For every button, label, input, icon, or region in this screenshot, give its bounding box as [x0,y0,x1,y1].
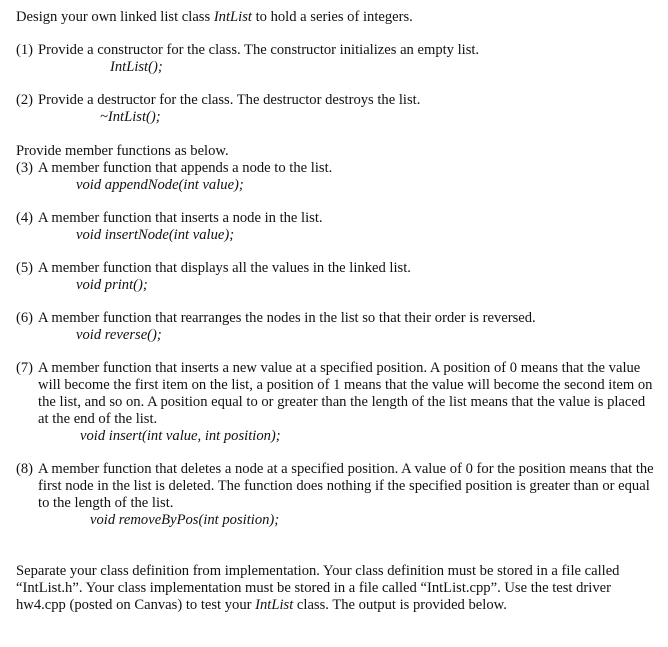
item-description: A member function that rearranges the nodes in the list so that their order is reversed. [38,310,536,326]
item-number: (1) [16,42,34,58]
function-signature: void reverse(); [76,327,162,343]
requirement-item-3 [16,160,656,194]
function-signature: void removeByPos(int position); [90,512,280,528]
requirement-item-8 [16,461,656,529]
item-description: A member function that appends a node to the list. [38,160,333,176]
item-number: (3) [16,160,34,176]
item-number: (7) [16,360,34,376]
closing-text-part2: class. The output is provided below. [293,597,507,613]
intro-classname: IntList [213,9,252,25]
function-signature: ~IntList(); [100,109,161,125]
item-description: Provide a destructor for the class. The destructor destroys the list. [38,92,421,108]
closing-paragraph [16,563,656,614]
item-number: (4) [16,210,34,226]
function-signature: void appendNode(int value); [76,177,244,193]
item-description: A member function that inserts a new value at a specified position. A position of 0 means that the value will become the first item on the list, a position of 1 means that the value will become the second item on the list, and so on. A position equal to or greater than the length of the list means that the value is placed at the end of the list. [38,360,653,427]
member-functions-lead: Provide member functions as below. [16,143,229,159]
item-number: (8) [16,461,34,477]
closing-classname: IntList [255,597,294,613]
requirement-item-1 [16,42,656,76]
item-description: A member function that displays all the values in the linked list. [38,260,411,276]
intro-text-after: to hold a series of integers. [251,9,413,25]
function-signature: IntList(); [110,59,163,75]
function-signature: void insertNode(int value); [76,227,235,243]
item-description: A member function that inserts a node in the list. [38,210,323,226]
requirement-item-5 [16,260,656,294]
item-number: (6) [16,310,34,326]
item-description: A member function that deletes a node at a specified position. A value of 0 for the position means that the first node in the list is deleted. The function does nothing if the specified position is greater than or equal to the length of the list. [38,461,654,511]
function-signature: void print(); [76,277,148,293]
requirement-item-7 [16,360,656,445]
requirement-item-4 [16,210,656,244]
item-number: (2) [16,92,34,108]
assignment-document [16,9,656,614]
intro-paragraph [16,9,656,26]
intro-text-before: Design your own linked list class [16,9,214,25]
requirement-item-6 [16,310,656,344]
item-description: Provide a constructor for the class. The constructor initializes an empty list. [38,42,480,58]
function-signature: void insert(int value, int position); [80,428,281,444]
item-number: (5) [16,260,34,276]
requirement-item-2 [16,92,656,126]
closing-text-part1: Separate your class definition from implementation. Your class definition must be stored in a file called “IntList.h”. Your class implementation must be stored in a file called “IntList.cpp”. Use the test driver hw4.cpp (posted on Canvas) to test your [16,563,620,613]
